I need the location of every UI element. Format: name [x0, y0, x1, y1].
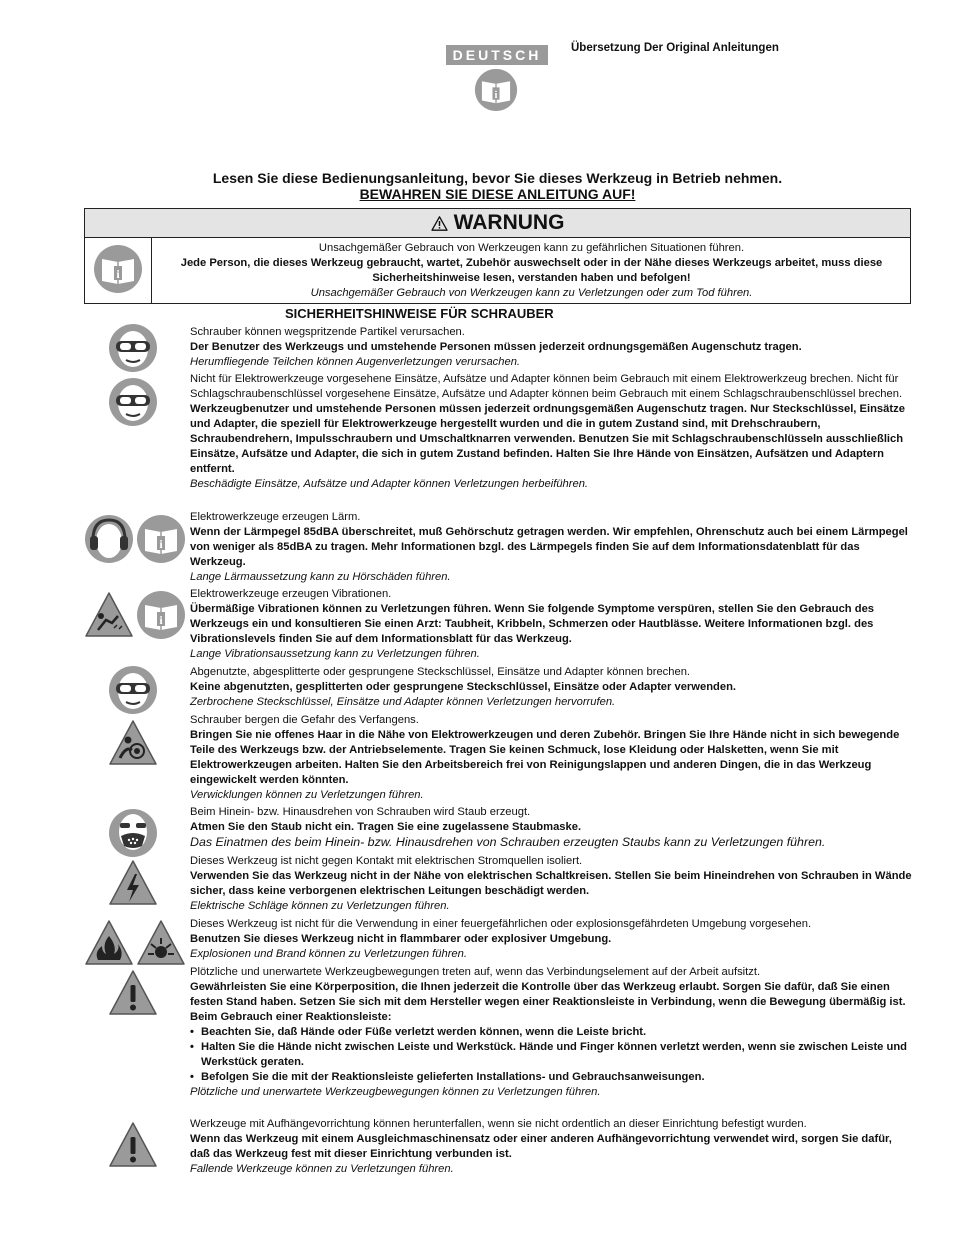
warning-title: WARNUNG	[453, 211, 565, 234]
safety-section-dust	[190, 805, 912, 850]
section-instruction: Benutzen Sie dieses Werkzeug nicht in flammbarer oder explosiver Umgebung.	[190, 933, 612, 945]
section-instruction: Gewährleisten Sie eine Körperposition, die Ihnen jederzeit die Kontrolle über das Werkzeug erlaubt. Sorgen Sie dafür, daß Sie einen festen Stand haben. Setzen Sie sich mit dem Hersteller wegen einer Reaktionsleiste in Verbindung, wenn die Bewegung übermäßig ist.	[190, 981, 906, 1008]
intro-line-2: BEWAHREN SIE DIESE ANLEITUNG AUF!	[359, 186, 636, 202]
warning-icon-cell	[85, 238, 152, 303]
section-consequence: Verwicklungen können zu Verletzungen führen.	[190, 789, 424, 801]
safety-section-entanglement	[190, 713, 912, 803]
warning-header	[85, 209, 910, 238]
section-instruction: Keine abgenutzten, gesplitterten oder gesprungene Steckschlüssel, Einsätze oder Adapter verwenden.	[190, 681, 737, 693]
safety-section-noise	[190, 510, 912, 585]
entanglement-hazard-icon	[108, 718, 158, 768]
read-manual-icon	[136, 514, 186, 564]
safety-section-worn-sockets	[190, 665, 912, 710]
section-hazard: Abgenutzte, abgesplitterte oder gesprungene Steckschlüssel, Einsätze und Adapter können brechen.	[190, 666, 691, 678]
vibration-hazard-icon	[84, 590, 134, 640]
section-hazard: Schrauber bergen die Gefahr des Verfangens.	[190, 714, 419, 726]
section-consequence: Explosionen und Brand können zu Verletzungen führen.	[190, 948, 467, 960]
section-instruction: Atmen Sie den Staub nicht ein. Tragen Sie eine zugelassene Staubmaske.	[190, 821, 582, 833]
section-consequence: Zerbrochene Steckschlüssel, Einsätze und Adapter können Verletzungen hervorrufen.	[190, 696, 616, 708]
section-instruction: Wenn der Lärmpegel 85dBA überschreitet, muß Gehörschutz getragen werden. Wir empfehlen, Ohrenschutz auch bei einem Lärmpegel von weniger als 85dBA zu tragen. Mehr Informationen bzgl. des Lärmpegels finden Sie auf dem Informationsdatenblatt für das Werkzeug.	[190, 526, 908, 568]
ear-protection-icon	[84, 514, 134, 564]
fire-hazard-icon	[84, 918, 134, 968]
warning-triangle-icon	[431, 216, 448, 231]
section-consequence: Fallende Werkzeuge können zu Verletzungen führen.	[190, 1163, 454, 1175]
translation-subtitle: Übersetzung Der Original Anleitungen	[571, 42, 779, 54]
electric-shock-icon	[108, 858, 158, 908]
safety-section-reaction	[190, 965, 912, 1100]
section-consequence: Beschädigte Einsätze, Aufsätze und Adapter können Verletzungen herbeiführen.	[190, 478, 589, 490]
section-hazard: Plötzliche und unerwartete Werkzeugbewegungen treten auf, wenn das Verbindungselement auf der Arbeit aufsitzt.	[190, 966, 761, 978]
safety-section-particles	[190, 325, 912, 370]
section-hazard: Elektrowerkzeuge erzeugen Vibrationen.	[190, 588, 392, 600]
intro-text	[84, 170, 911, 202]
section-consequence: Elektrische Schläge können zu Verletzungen führen.	[190, 900, 450, 912]
eye-protection-icon	[108, 323, 158, 373]
section-hazard: Dieses Werkzeug ist nicht für die Verwendung in einer feuergefährlichen oder explosionsgefährdeten Umgebung vorgesehen.	[190, 918, 812, 930]
safety-section-sockets	[190, 372, 912, 492]
section-hazard: Nicht für Elektrowerkzeuge vorgesehene Einsätze, Aufsätze und Adapter können beim Gebrauch mit einem Elektrowerkzeug brechen. Nicht für Schlagschraubenschlüssel vorgesehene Einsätze, Aufsätze und Adapter können beim Gebrauch mit einem Schlagschraubenschlüssel brechen.	[190, 373, 903, 400]
read-manual-icon	[93, 244, 143, 294]
section-consequence: Lange Vibrationsaussetzung kann zu Verletzungen führen.	[190, 648, 480, 660]
safety-section-explosive	[190, 917, 912, 962]
safety-section-electric	[190, 854, 912, 914]
eye-protection-icon	[108, 377, 158, 427]
section-consequence: Lange Lärmaussetzung kann zu Hörschäden führen.	[190, 571, 451, 583]
warning-body	[85, 238, 910, 303]
section-consequence: Das Einatmen des beim Hinein- bzw. Hinausdrehen von Schrauben erzeugten Staubs kann zu Verletzungen führen.	[190, 835, 826, 849]
section-title: SICHERHEITSHINWEISE FÜR SCHRAUBER	[285, 306, 554, 321]
language-badge: DEUTSCH	[446, 45, 548, 65]
section-instruction: Werkzeugbenutzer und umstehende Personen müssen jederzeit ordnungsgemäßen Augenschutz tragen. Nur Steckschlüssel, Einsätze und Adapter, die speziell für Elektrowerkzeuge hergestellt wurden und die in gutem Zustand sind, mit Drehschraubern, Schraubendrehern, Impulsschraubern und Umschaltknarren verwenden. Benutzen Sie mit Schlagschraubenschlüsseln ausschließlich Einsätze, Aufsätze und Adapter, die sich in gutem Zustand befinden. Halten Sie Ihre Hände von Einsätzen, Aufsätzen und Adaptern entfernt.	[190, 403, 905, 475]
section-hazard: Elektrowerkzeuge erzeugen Lärm.	[190, 511, 361, 523]
read-manual-icon	[474, 68, 518, 112]
safety-section-vibration	[190, 587, 912, 662]
dust-mask-icon	[108, 808, 158, 858]
section-instruction-heading: Beim Gebrauch einer Reaktionsleiste:	[190, 1011, 392, 1023]
intro-line-1: Lesen Sie diese Bedienungsanleitung, bevor Sie dieses Werkzeug in Betrieb nehmen.	[212, 170, 783, 186]
section-instruction: Bringen Sie nie offenes Haar in die Nähe von Elektrowerkzeugen und deren Zubehör. Bringen Sie Ihre Hände nicht in sich bewegende Teile des Werkzeugs bzw. der Antriebselemente. Tragen Sie keinen Schmuck, lose Kleidung oder Halsketten, wenn Sie mit Elektrowerkzeugen arbeiten. Halten Sie den Arbeitsbereich frei von Reinigungslappen und anderen Dingen, die in das Werkzeug eingewickelt werden könnten.	[190, 729, 900, 786]
list-item: • Beachten Sie, daß Hände oder Füße verletzt werden können, wenn die Leiste bricht.	[190, 1025, 912, 1040]
safety-section-suspension	[190, 1117, 912, 1177]
section-instruction: Wenn das Werkzeug mit einem Ausgleichmaschinensatz oder einer anderen Aufhängevorrichtung verwendet wird, sorgen Sie dafür, daß das Werkzeug fest mit dieser Einrichtung verbunden ist.	[190, 1133, 892, 1160]
section-hazard: Schrauber können wegspritzende Partikel verursachen.	[190, 326, 465, 338]
explosion-hazard-icon	[136, 918, 186, 968]
section-instruction: Der Benutzer des Werkzeugs und umstehende Personen müssen jederzeit ordnungsgemäßen Augenschutz tragen.	[190, 341, 802, 353]
caution-icon	[108, 1120, 158, 1170]
read-manual-icon	[136, 590, 186, 640]
list-item: • Halten Sie die Hände nicht zwischen Leiste und Werkstück. Hände und Finger können verletzt werden, wenn sie zwischen Leiste und Werkstück geraten.	[190, 1040, 912, 1070]
section-consequence: Plötzliche und unerwartete Werkzeugbewegungen können zu Verletzungen führen.	[190, 1086, 601, 1098]
section-instruction: Übermäßige Vibrationen können zu Verletzungen führen. Wenn Sie folgende Symptome verspüren, stellen Sie den Gebrauch des Werkzeugs ein und konsultieren Sie einen Arzt: Taubheit, Kribbeln, Schmerzen oder Hautblässe. Weitere Informationen bzgl. des Vibrationslevels finden Sie auf dem Informationsblatt für das Werkzeug.	[190, 603, 875, 645]
eye-protection-icon	[108, 665, 158, 715]
warning-line-2: Jede Person, die dieses Werkzeug gebraucht, wartet, Zubehör auswechselt oder in der Nähe dieses Werkzeugs arbeitet, muss diese Sicherheitshinweise lesen, verstanden haben und befolgen!	[180, 257, 883, 284]
section-hazard: Dieses Werkzeug ist nicht gegen Kontakt mit elektrischen Stromquellen isoliert.	[190, 855, 583, 867]
list-item: • Befolgen Sie die mit der Reaktionsleiste gelieferten Installations- und Gebrauchsanweisungen.	[190, 1070, 912, 1085]
section-consequence: Herumfliegende Teilchen können Augenverletzungen verursachen.	[190, 356, 521, 368]
section-hazard: Beim Hinein- bzw. Hinausdrehen von Schrauben wird Staub erzeugt.	[190, 806, 531, 818]
caution-icon	[108, 968, 158, 1018]
warning-text	[153, 241, 910, 301]
section-instruction: Verwenden Sie das Werkzeug nicht in der Nähe von elektrischen Schaltkreisen. Stellen Sie beim Hineindrehen von Schrauben in Wände sicher, dass keine verborgenen elektrischen Leitungen beschädigt werden.	[190, 870, 912, 897]
warning-box	[84, 208, 911, 304]
warning-line-1: Unsachgemäßer Gebrauch von Werkzeugen kann zu gefährlichen Situationen führen.	[318, 242, 745, 254]
section-hazard: Werkzeuge mit Aufhängevorrichtung können herunterfallen, wenn sie nicht ordentlich an dieser Einrichtung befestigt wurden.	[190, 1118, 807, 1130]
warning-line-3: Unsachgemäßer Gebrauch von Werkzeugen kann zu Verletzungen oder zum Tod führen.	[310, 287, 753, 299]
